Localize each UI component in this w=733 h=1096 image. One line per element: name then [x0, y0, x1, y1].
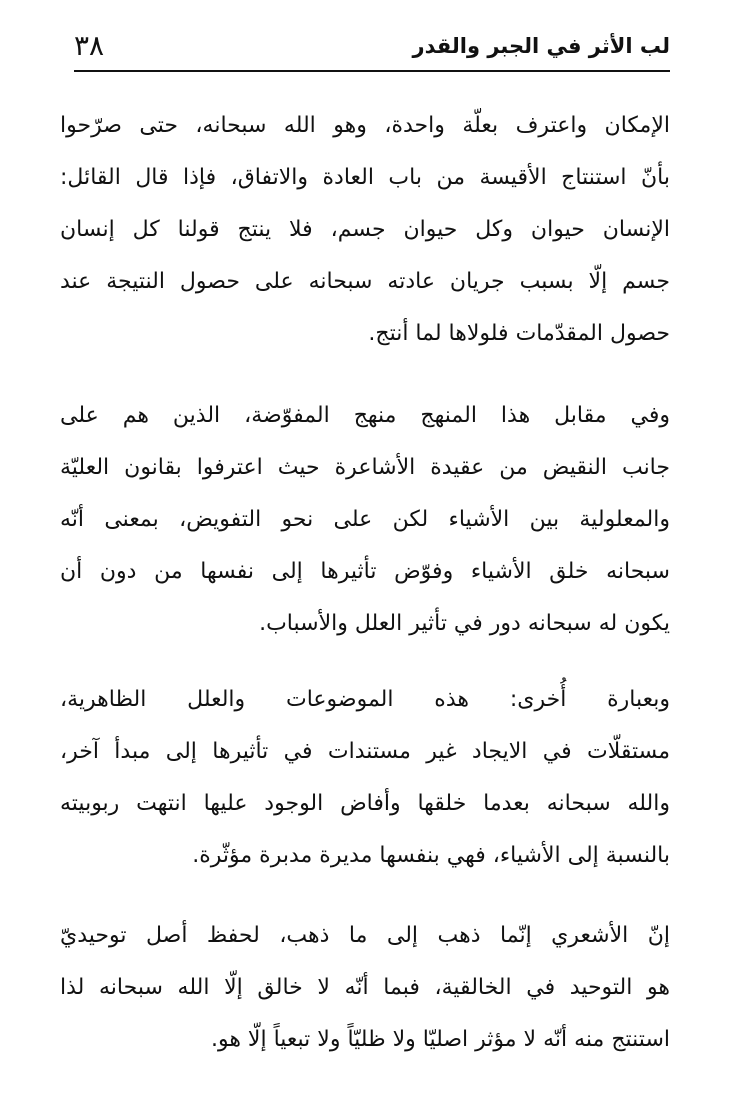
text-line: هو التوحيد في الخالقية، فبما أنّه لا خالق إلّا الله سبحانه لذا	[60, 975, 670, 1000]
text-line: جسم إلّا بسبب جريان عادته سبحانه على حصول النتيجة عند	[60, 269, 670, 294]
text-line: جانب النقيض من عقيدة الأشاعرة حيث اعترفوا بقانون العليّة	[60, 455, 670, 480]
text-line: وبعبارة أُخرى: هذه الموضوعات والعلل الظاهرية،	[60, 687, 670, 712]
text-line: مستقلّات في الايجاد غير مستندات في تأثيرها إلى مبدأ آخر،	[60, 739, 670, 764]
text-line: يكون له سبحانه دور في تأثير العلل والأسباب.	[259, 611, 670, 636]
text-line: بالنسبة إلى الأشياء، فهي بنفسها مديرة مدبرة مؤثّرة.	[192, 843, 670, 868]
paragraph-4	[60, 910, 670, 1066]
paragraph-1	[60, 100, 670, 360]
body-text	[60, 100, 670, 1096]
header-divider	[74, 70, 670, 72]
text-line: حصول المقدّمات فلولاها لما أنتج.	[368, 321, 670, 346]
paragraph-2	[60, 390, 670, 650]
text-line: الإمكان واعترف بعلّة واحدة، وهو الله سبحانه، حتى صرّحوا	[60, 113, 670, 138]
page-header	[74, 26, 670, 72]
running-title: لب الأثر في الجبر والقدر	[412, 34, 670, 58]
text-line: الإنسان حيوان وكل حيوان جسم، فلا ينتج قولنا كل إنسان	[60, 217, 670, 242]
paragraph-3	[60, 674, 670, 882]
text-line: إنّ الأشعري إنّما ذهب إلى ما ذهب، لحفظ أصل توحيديّ	[60, 923, 670, 948]
text-line: سبحانه خلق الأشياء وفوّض تأثيرها إلى نفسها من دون أن	[60, 559, 670, 584]
text-line: استنتج منه أنّه لا مؤثر اصليّا ولا ظليّاً ولا تبعياً إلّا هو.	[210, 1027, 670, 1052]
text-line: بأنّ استنتاج الأقيسة من باب العادة والاتفاق، فإذا قال القائل:	[60, 165, 670, 190]
page-number: ٣٨	[74, 29, 105, 62]
text-line: والله سبحانه بعدما خلقها وأفاض الوجود عليها انتهت ربوبيته	[60, 791, 670, 816]
text-line: والمعلولية بين الأشياء لكن على نحو التفويض، بمعنى أنّه	[60, 507, 670, 532]
text-line: وفي مقابل هذا المنهج منهج المفوّضة، الذين هم على	[60, 403, 670, 428]
